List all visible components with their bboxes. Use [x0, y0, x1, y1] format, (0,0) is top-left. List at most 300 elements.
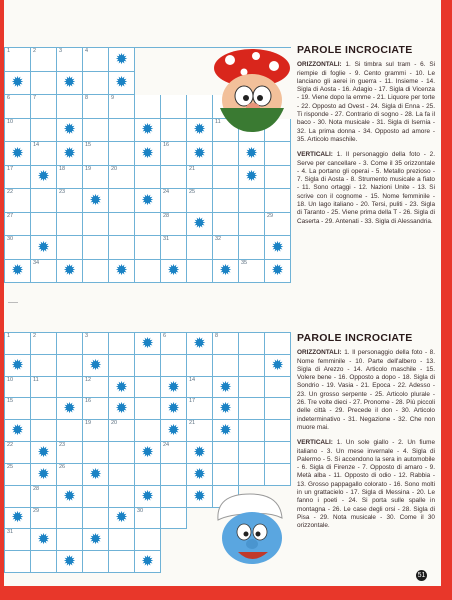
snowflake-star-icon: ✹: [271, 356, 284, 374]
snowflake-star-icon: ✹: [115, 50, 128, 68]
smurf-illustration: [210, 490, 290, 572]
grid-cell[interactable]: [5, 529, 31, 551]
grid-cell[interactable]: [31, 213, 57, 237]
grid-cell[interactable]: [265, 442, 291, 464]
snowflake-star-icon: ✹: [193, 144, 206, 162]
black-square: [57, 551, 83, 573]
snowflake-star-icon: ✹: [167, 262, 180, 280]
grid-cell[interactable]: [5, 166, 31, 190]
grid-cell[interactable]: [135, 464, 161, 486]
grid-cell[interactable]: [213, 236, 239, 260]
grid-cell[interactable]: [57, 95, 83, 119]
snowflake-star-icon: ✹: [141, 121, 154, 139]
illustration-area: [161, 72, 187, 96]
cell-number: 18: [59, 165, 66, 172]
grid-cell[interactable]: [5, 236, 31, 260]
snowflake-star-icon: ✹: [11, 262, 24, 280]
black-square: [213, 398, 239, 420]
puzzle-title-2: PAROLE INCROCIATE: [297, 332, 413, 344]
cell-number: 15: [7, 398, 14, 405]
grid-cell[interactable]: [31, 551, 57, 573]
grid-cell[interactable]: [161, 213, 187, 237]
grid-cell[interactable]: [31, 508, 57, 530]
snowflake-star-icon: ✹: [115, 509, 128, 527]
grid-cell[interactable]: [83, 420, 109, 442]
grid-cell[interactable]: [213, 189, 239, 213]
black-square: [187, 333, 213, 355]
snowflake-star-icon: ✹: [193, 487, 206, 505]
grid-cell[interactable]: [57, 355, 83, 377]
black-square: [135, 551, 161, 573]
grid-cell[interactable]: [239, 377, 265, 399]
grid-cell[interactable]: [31, 142, 57, 166]
cell-number: 25: [7, 463, 14, 470]
grid-cell[interactable]: [239, 236, 265, 260]
grid-cell[interactable]: [5, 398, 31, 420]
snowflake-star-icon: ✹: [167, 400, 180, 418]
cell-number: 29: [33, 507, 40, 514]
snowflake-star-icon: ✹: [219, 400, 232, 418]
grid-cell[interactable]: [213, 355, 239, 377]
black-square: [135, 119, 161, 143]
grid-cell[interactable]: [57, 166, 83, 190]
snowflake-star-icon: ✹: [63, 262, 76, 280]
snowflake-star-icon: ✹: [63, 144, 76, 162]
cell-number: 24: [163, 189, 170, 195]
grid-cell[interactable]: [109, 213, 135, 237]
cell-number: 8: [215, 333, 219, 339]
black-square: [135, 333, 161, 355]
grid-cell[interactable]: [135, 236, 161, 260]
grid-cell[interactable]: [135, 529, 161, 551]
grid-cell[interactable]: [161, 236, 187, 260]
snowflake-star-icon: ✹: [271, 238, 284, 256]
grid-cell[interactable]: [161, 95, 187, 119]
cell-number: 14: [189, 376, 196, 383]
grid-cell[interactable]: [57, 189, 83, 213]
cell-number: 7: [33, 95, 37, 101]
grid-cell[interactable]: [57, 420, 83, 442]
grid-cell[interactable]: [213, 166, 239, 190]
black-square: [5, 142, 31, 166]
grid-cell[interactable]: [109, 189, 135, 213]
snowflake-star-icon: ✹: [193, 443, 206, 461]
snowflake-star-icon: ✹: [141, 334, 154, 352]
grid-cell[interactable]: [57, 333, 83, 355]
grid-cell[interactable]: [135, 420, 161, 442]
black-square: [239, 142, 265, 166]
snowflake-star-icon: ✹: [89, 356, 102, 374]
black-square: [135, 442, 161, 464]
clues-1: [297, 46, 435, 233]
cell-number: 20: [111, 165, 118, 172]
grid-cell[interactable]: [83, 398, 109, 420]
grid-cell[interactable]: [161, 355, 187, 377]
black-square: [83, 464, 109, 486]
grid-cell[interactable]: [57, 508, 83, 530]
black-square: [31, 442, 57, 464]
grid-cell[interactable]: [161, 166, 187, 190]
down-clues-1: VERTICALI: 1. Il personaggio della foto - 2. Serve per cancellare - 3. Come il 35 orizzontale - 4. La portano gli operai - 5. Metallo prezioso - 7. Sigla di Aosta - 8. Strumento musicale a fiato - 11. Sono ortaggi - 12. Nazioni Unite - 13. Si scrive con il cognome - 15. Nome femminile - 18. Un lago italiano - 20. Tersi, puliti - 23. Sigla di Taranto - 25. Viene prima della T - 26. Sigla di Caserta - 29. Antenati - 33. Sigla di Alessandria.: [297, 151, 435, 225]
cell-number: 21: [189, 165, 196, 172]
grid-cell[interactable]: [83, 119, 109, 143]
black-square: [31, 236, 57, 260]
grid-cell[interactable]: [83, 551, 109, 573]
grid-cell[interactable]: [265, 464, 291, 486]
snowflake-star-icon: ✹: [11, 422, 24, 440]
grid-cell[interactable]: [83, 166, 109, 190]
grid-cell[interactable]: [31, 189, 57, 213]
snowflake-star-icon: ✹: [193, 334, 206, 352]
snowflake-star-icon: ✹: [11, 356, 24, 374]
snowflake-star-icon: ✹: [219, 422, 232, 440]
grid-cell[interactable]: [83, 486, 109, 508]
snowflake-star-icon: ✹: [167, 378, 180, 396]
snowflake-star-icon: ✹: [11, 509, 24, 527]
grid-cell[interactable]: [31, 377, 57, 399]
grid-cell[interactable]: [83, 442, 109, 464]
snowflake-star-icon: ✹: [115, 262, 128, 280]
snowflake-star-icon: ✹: [193, 215, 206, 233]
cell-number: 16: [163, 142, 170, 148]
cell-number: 34: [33, 259, 40, 266]
black-square: [265, 355, 291, 377]
cell-number: 27: [7, 212, 14, 219]
black-square: [109, 508, 135, 530]
illustration-area: [161, 551, 187, 573]
snowflake-star-icon: ✹: [63, 121, 76, 139]
grid-cell[interactable]: [135, 166, 161, 190]
cell-number: 20: [111, 420, 118, 427]
cell-number: 23: [59, 442, 66, 449]
grid-cell[interactable]: [213, 464, 239, 486]
grid-cell[interactable]: [135, 355, 161, 377]
snowflake-star-icon: ✹: [37, 443, 50, 461]
grid-cell[interactable]: [5, 333, 31, 355]
black-square: [5, 355, 31, 377]
grid-cell[interactable]: [109, 166, 135, 190]
grid-cell[interactable]: [239, 189, 265, 213]
snowflake-star-icon: ✹: [245, 144, 258, 162]
grid-cell[interactable]: [187, 189, 213, 213]
snowflake-star-icon: ✹: [141, 553, 154, 571]
grid-cell[interactable]: [239, 333, 265, 355]
grid-cell[interactable]: [265, 333, 291, 355]
black-square: [5, 420, 31, 442]
snowflake-star-icon: ✹: [193, 121, 206, 139]
grid-cell[interactable]: [5, 464, 31, 486]
black-square: [213, 420, 239, 442]
grid-cell[interactable]: [161, 142, 187, 166]
black-square: [57, 119, 83, 143]
grid-cell[interactable]: [239, 398, 265, 420]
cell-number: 17: [7, 165, 14, 172]
grid-cell[interactable]: [265, 420, 291, 442]
grid-cell[interactable]: [239, 260, 265, 284]
grid-cell[interactable]: [31, 486, 57, 508]
grid-cell[interactable]: [5, 486, 31, 508]
grid-cell[interactable]: [31, 260, 57, 284]
grid-cell[interactable]: [57, 377, 83, 399]
snowflake-star-icon: ✹: [167, 422, 180, 440]
black-square: [109, 260, 135, 284]
gnome-illustration: [208, 48, 290, 134]
grid-cell[interactable]: [57, 442, 83, 464]
black-square: [187, 213, 213, 237]
black-square: [57, 398, 83, 420]
across-clues-2: ORIZZONTALI: 1. Il personaggio della foto - 8. Nome femminile - 10. Parte dell'albero - 13. Sigla di Arezzo - 14. Articolo maschile - 15. Volere bene - 16. Opposto a dopo - 18. Sigla di Sondrio - 19. Vasia - 21. Epoca - 22. Adesso - 23. Un grosso serpente - 25. Articolo plurale - 26. Tre volte dieci - 27. Pronome - 28. Più piccoli delle città - 29. Precede il don - 30. Articolo indeterminativo - 31. Negazione - 32. Che non muore mai.: [297, 349, 435, 431]
grid-cell[interactable]: [109, 486, 135, 508]
illustration-area: [161, 48, 187, 72]
grid-cell[interactable]: [31, 95, 57, 119]
down-clues-2: VERTICALI: 1. Un sole giallo - 2. Un fiume italiano - 3. Un mese invernale - 4. Sigla di Palermo - 5. Si accendono la sera in automobile - 6. Sigla di Firenze - 7. Opposto di amaro - 9. Metà alba - 11. Opposto di odio - 12. Rabbia - 13. Grosso pappagallo colorato - 16. Sono molti in un grattacielo - 17. Sigla di Messina - 20. Le fanno i poeti - 24. Si porta sulle spalle in montagna - 26. Le case degli orsi - 28. Sigla di Pisa - 29. Nota musicale - 30. Come il 30 orizzontale.: [297, 439, 435, 530]
black-square: [31, 464, 57, 486]
grid-cell[interactable]: [213, 213, 239, 237]
cell-number: 21: [189, 420, 196, 427]
snowflake-star-icon: ✹: [37, 465, 50, 483]
snowflake-star-icon: ✹: [141, 191, 154, 209]
snowflake-star-icon: ✹: [63, 487, 76, 505]
grid-cell[interactable]: [109, 333, 135, 355]
grid-cell[interactable]: [57, 213, 83, 237]
grid-cell[interactable]: [5, 189, 31, 213]
grid-cell[interactable]: [31, 420, 57, 442]
grid-cell[interactable]: [31, 48, 57, 72]
grid-cell[interactable]: [109, 95, 135, 119]
grid-cell[interactable]: [83, 95, 109, 119]
cell-number: 3: [59, 48, 63, 54]
grid-cell[interactable]: [161, 464, 187, 486]
grid-cell[interactable]: [31, 398, 57, 420]
cell-number: 6: [163, 333, 167, 339]
black-square: [5, 72, 31, 96]
grid-cell[interactable]: [213, 333, 239, 355]
cell-number: 10: [7, 118, 14, 125]
snowflake-star-icon: ✹: [63, 400, 76, 418]
grid-cell[interactable]: [239, 464, 265, 486]
snowflake-star-icon: ✹: [89, 191, 102, 209]
grid-cell[interactable]: [57, 529, 83, 551]
cell-number: 12: [85, 376, 92, 383]
grid-cell[interactable]: [5, 442, 31, 464]
grid-cell[interactable]: [187, 377, 213, 399]
clues-2: [297, 334, 435, 538]
grid-cell[interactable]: [265, 213, 291, 237]
grid-cell[interactable]: [161, 189, 187, 213]
cell-number: 25: [189, 189, 196, 195]
cell-number: 11: [215, 118, 221, 125]
snowflake-star-icon: ✹: [115, 378, 128, 396]
grid-cell[interactable]: [161, 486, 187, 508]
snowflake-star-icon: ✹: [63, 553, 76, 571]
snowflake-star-icon: ✹: [219, 262, 232, 280]
grid-cell[interactable]: [265, 377, 291, 399]
black-square: [213, 377, 239, 399]
snowflake-star-icon: ✹: [89, 531, 102, 549]
black-square: [213, 260, 239, 284]
black-square: [31, 529, 57, 551]
grid-cell[interactable]: [265, 189, 291, 213]
grid-cell[interactable]: [109, 236, 135, 260]
black-square: [83, 529, 109, 551]
across-clues-1: ORIZZONTALI: 1. Si timbra sul tram - 6. Si riempie di foglie - 9. Cento grammi - 10. Le lanciano gli aerei in guerra - 11. Insieme - 14. Sigla di Aosta - 16. Adagio - 17. Sigla di Vicenza - 19. Viene dopo la emme - 21. Liquore per torte - 22. Opposto ad Ovest - 24. Sigla di Enna - 25. Ti risponde - 27. Contrario di sogno - 28. La fa il baco - 30. Nota musicale - 31. Sigla di Isernia - 32. La prima donna - 34. Opposto ad amore - 35. Articolo maschile.: [297, 61, 435, 143]
cell-number: 28: [33, 485, 40, 492]
snowflake-star-icon: ✹: [141, 487, 154, 505]
black-square: [135, 486, 161, 508]
black-square: [161, 420, 187, 442]
grid-cell[interactable]: [83, 260, 109, 284]
cell-number: 1: [7, 333, 11, 339]
cell-number: 19: [85, 165, 92, 172]
grid-cell[interactable]: [109, 142, 135, 166]
cell-number: 17: [189, 398, 196, 405]
grid-cell[interactable]: [265, 398, 291, 420]
grid-cell[interactable]: [187, 166, 213, 190]
snowflake-star-icon: ✹: [271, 262, 284, 280]
grid-cell[interactable]: [187, 355, 213, 377]
grid-cell[interactable]: [57, 48, 83, 72]
divider: [8, 302, 18, 303]
black-square: [109, 48, 135, 72]
grid-cell[interactable]: [83, 508, 109, 530]
black-square: [135, 189, 161, 213]
cell-number: 31: [7, 529, 14, 536]
grid-cell[interactable]: [135, 260, 161, 284]
grid-cell[interactable]: [5, 213, 31, 237]
grid-cell[interactable]: [57, 464, 83, 486]
grid-cell[interactable]: [213, 142, 239, 166]
snowflake-star-icon: ✹: [11, 74, 24, 92]
grid-cell[interactable]: [83, 72, 109, 96]
grid-cell[interactable]: [161, 442, 187, 464]
snowflake-star-icon: ✹: [245, 168, 258, 186]
grid-cell[interactable]: [239, 355, 265, 377]
grid-cell[interactable]: [135, 377, 161, 399]
black-square: [109, 72, 135, 96]
cell-number: 32: [215, 236, 222, 242]
cell-number: 16: [85, 398, 92, 405]
grid-cell[interactable]: [161, 119, 187, 143]
snowflake-star-icon: ✹: [141, 443, 154, 461]
grid-cell[interactable]: [83, 333, 109, 355]
illustration-area: [161, 529, 187, 551]
grid-cell[interactable]: [109, 551, 135, 573]
grid-cell[interactable]: [83, 236, 109, 260]
black-square: [109, 377, 135, 399]
cell-number: 28: [163, 212, 170, 219]
cell-number: 23: [59, 189, 66, 195]
black-square: [83, 189, 109, 213]
cell-number: 2: [33, 333, 37, 339]
grid-cell[interactable]: [161, 333, 187, 355]
cell-number: 26: [59, 463, 66, 470]
snowflake-star-icon: ✹: [11, 144, 24, 162]
black-square: [57, 72, 83, 96]
cell-number: 14: [33, 142, 40, 148]
grid-cell[interactable]: [187, 398, 213, 420]
grid-cell[interactable]: [109, 355, 135, 377]
grid-cell[interactable]: [83, 48, 109, 72]
grid-cell[interactable]: [31, 119, 57, 143]
grid-cell[interactable]: [83, 213, 109, 237]
cell-number: 8: [85, 95, 89, 101]
black-square: [265, 236, 291, 260]
black-square: [161, 260, 187, 284]
grid-cell[interactable]: [109, 464, 135, 486]
black-square: [83, 355, 109, 377]
snowflake-star-icon: ✹: [37, 238, 50, 256]
grid-cell[interactable]: [31, 355, 57, 377]
grid-cell[interactable]: [5, 48, 31, 72]
grid-cell[interactable]: [109, 442, 135, 464]
magazine-page: [4, 0, 441, 586]
black-square: [187, 464, 213, 486]
grid-cell[interactable]: [135, 508, 161, 530]
cell-number: 4: [85, 48, 89, 54]
grid-cell[interactable]: [187, 420, 213, 442]
cell-number: 30: [137, 507, 144, 514]
grid-cell[interactable]: [265, 142, 291, 166]
grid-cell[interactable]: [31, 333, 57, 355]
black-square: [187, 442, 213, 464]
grid-cell[interactable]: [5, 551, 31, 573]
grid-cell[interactable]: [5, 377, 31, 399]
black-square: [57, 486, 83, 508]
black-square: [31, 166, 57, 190]
grid-cell[interactable]: [109, 119, 135, 143]
grid-cell[interactable]: [5, 95, 31, 119]
black-square: [5, 260, 31, 284]
grid-cell[interactable]: [239, 213, 265, 237]
snowflake-star-icon: ✹: [37, 531, 50, 549]
snowflake-star-icon: ✹: [193, 465, 206, 483]
grid-cell[interactable]: [187, 260, 213, 284]
grid-cell[interactable]: [109, 529, 135, 551]
cell-number: 29: [267, 212, 274, 219]
black-square: [161, 377, 187, 399]
grid-cell[interactable]: [57, 236, 83, 260]
black-square: [57, 142, 83, 166]
black-square: [161, 398, 187, 420]
cell-number: 2: [33, 48, 37, 54]
grid-cell[interactable]: [31, 72, 57, 96]
illustration-area: [135, 48, 161, 72]
grid-cell[interactable]: [135, 398, 161, 420]
grid-cell[interactable]: [109, 420, 135, 442]
grid-cell[interactable]: [83, 377, 109, 399]
cell-number: 3: [85, 333, 89, 339]
snowflake-star-icon: ✹: [219, 378, 232, 396]
cell-number: 6: [7, 95, 11, 101]
grid-cell[interactable]: [135, 213, 161, 237]
cell-number: 10: [7, 376, 14, 383]
cell-number: 1: [7, 48, 11, 54]
grid-cell[interactable]: [239, 442, 265, 464]
grid-cell[interactable]: [213, 442, 239, 464]
grid-cell[interactable]: [83, 142, 109, 166]
cell-number: 22: [7, 442, 14, 449]
grid-cell[interactable]: [187, 236, 213, 260]
snowflake-star-icon: ✹: [115, 400, 128, 418]
snowflake-star-icon: ✹: [115, 74, 128, 92]
cell-number: 11: [33, 376, 39, 383]
grid-cell[interactable]: [161, 508, 187, 530]
grid-cell[interactable]: [5, 119, 31, 143]
grid-cell[interactable]: [265, 166, 291, 190]
illustration-area: [135, 72, 161, 96]
grid-cell[interactable]: [239, 420, 265, 442]
grid-cell[interactable]: [135, 95, 161, 119]
